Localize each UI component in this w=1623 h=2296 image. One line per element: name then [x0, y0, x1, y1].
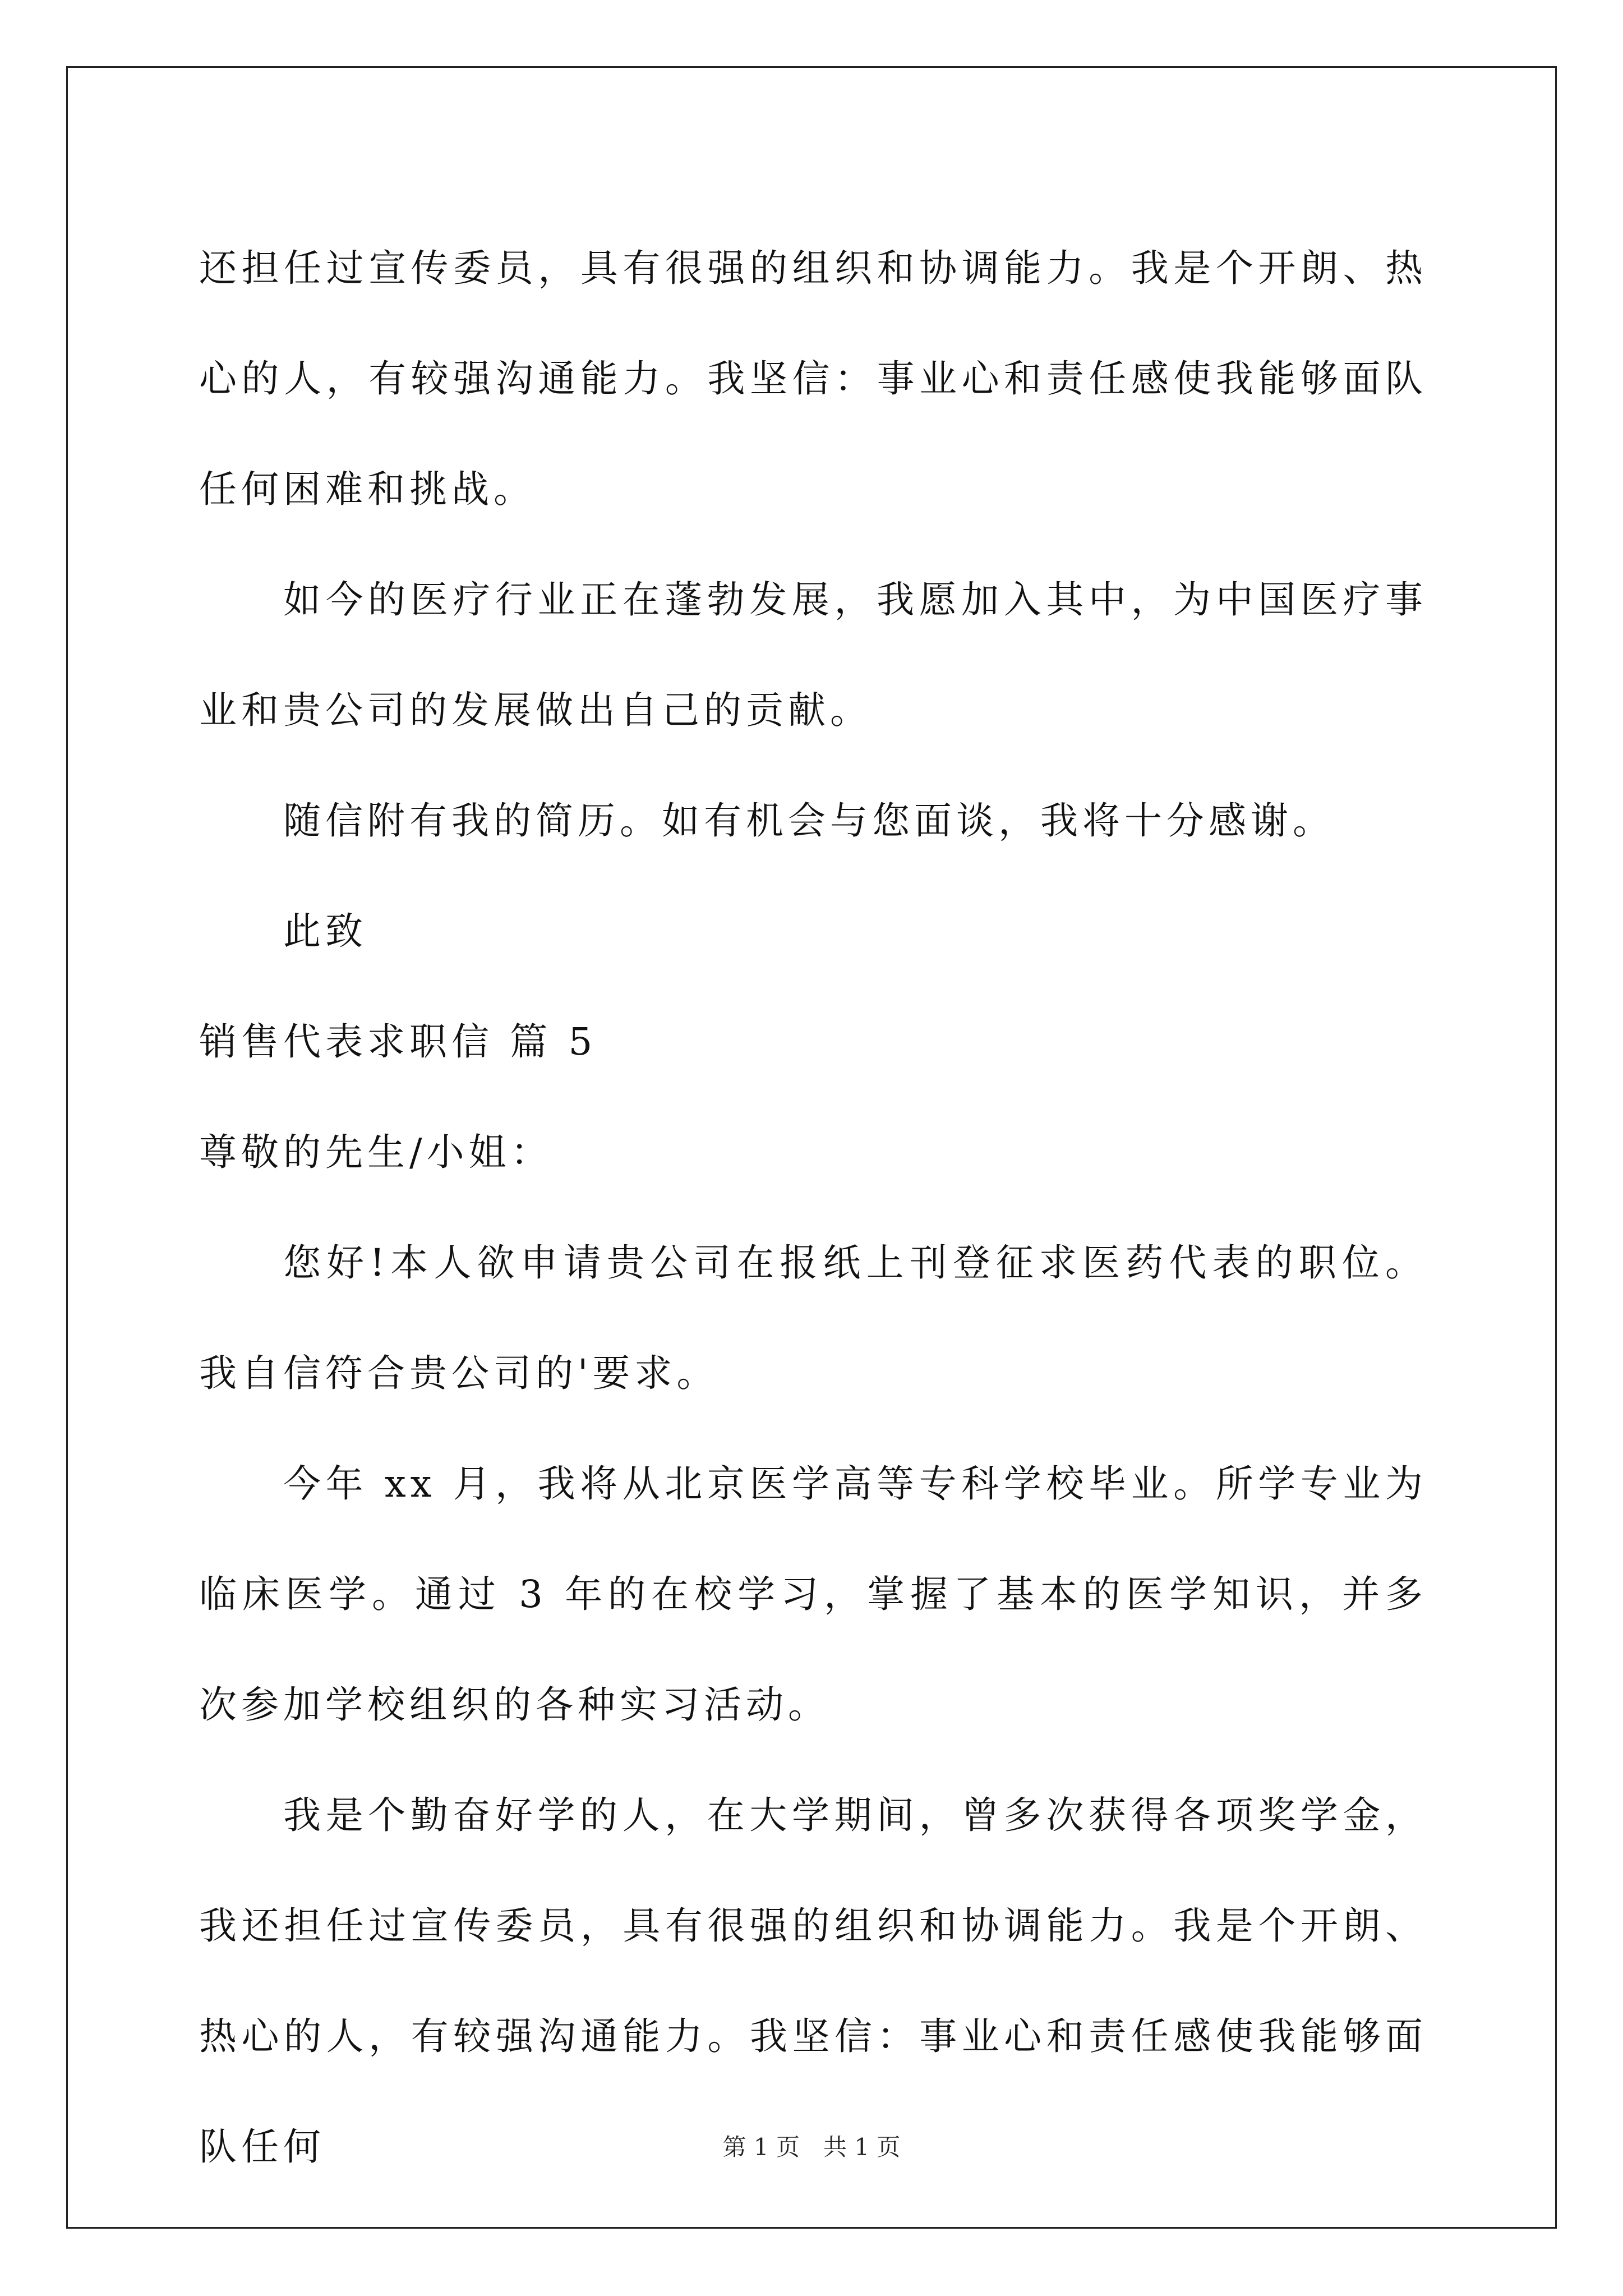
- paragraph-2: 如今的医疗行业正在蓬勃发展，我愿加入其中，为中国医疗事业和贵公司的发展做出自己的贡献。: [199, 578, 1427, 732]
- closing-salutation: 此致: [283, 909, 367, 953]
- page-total: 共 1 页: [823, 2133, 901, 2161]
- paragraph-education: 今年 xx 月，我将从北京医学高等专科学校毕业。所学专业为临床医学。通过 3 年的在校学习，掌握了基本的医学知识，并多次参加学校组织的各种实习活动。: [199, 1462, 1427, 1727]
- page-footer: [0, 2129, 1623, 2162]
- document-body: [199, 213, 1427, 2202]
- page-number: 第 1 页: [722, 2133, 800, 2161]
- paragraph-intro: 您好!本人欲申请贵公司在报纸上刊登征求医药代表的职位。我自信符合贵公司的'要求。: [199, 1241, 1427, 1395]
- paragraph-1: 还担任过宣传委员，具有很强的组织和协调能力。我是个开朗、热心的人，有较强沟通能力。我坚信：事业心和责任感使我能够面队任何困难和挑战。: [199, 246, 1427, 511]
- greeting: 尊敬的先生/小姐：: [199, 1130, 553, 1174]
- section-heading: 销售代表求职信 篇 5: [199, 1020, 597, 1064]
- paragraph-personal: 我是个勤奋好学的人，在大学期间，曾多次获得各项奖学金，我还担任过宣传委员，具有很强的组织和协调能力。我是个开朗、热心的人，有较强沟通能力。我坚信：事业心和责任感使我能够面队任何: [199, 1793, 1427, 2169]
- paragraph-3: 随信附有我的简历。如有机会与您面谈，我将十分感谢。: [283, 799, 1335, 843]
